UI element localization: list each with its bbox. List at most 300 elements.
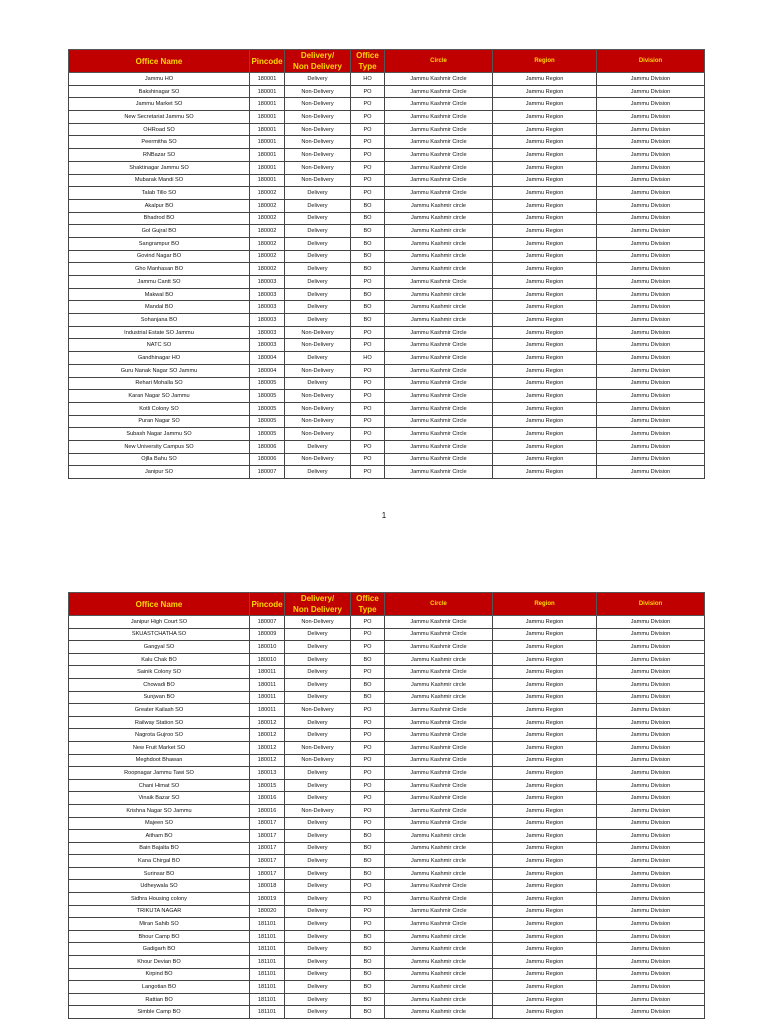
office-type-cell: PO <box>351 666 385 679</box>
delivery-status-cell: Delivery <box>285 943 351 956</box>
office-name-cell: Nagrota Gujroo SO <box>69 729 250 742</box>
delivery-status-cell: Non-Delivery <box>285 428 351 441</box>
pincode-cell: 180003 <box>250 301 285 314</box>
region-cell: Jammu Region <box>493 225 597 238</box>
circle-cell: Jammu Kashmir circle <box>385 842 493 855</box>
region-cell: Jammu Region <box>493 616 597 629</box>
pincode-cell: 180007 <box>250 466 285 479</box>
delivery-status-cell: Delivery <box>285 905 351 918</box>
table-row <box>69 779 705 792</box>
delivery-status-cell: Delivery <box>285 716 351 729</box>
office-type-cell: PO <box>351 149 385 162</box>
table-row <box>69 1006 705 1019</box>
office-name-cell: Guru Nanak Nagar SO Jammu <box>69 364 250 377</box>
office-name-cell: Gho Manhasan BO <box>69 263 250 276</box>
office-type-cell: PO <box>351 641 385 654</box>
office-type-cell: BO <box>351 301 385 314</box>
circle-cell: Jammu Kashmir circle <box>385 956 493 969</box>
region-cell: Jammu Region <box>493 73 597 86</box>
pincode-cell: 181101 <box>250 930 285 943</box>
circle-cell: Jammu Kashmir Circle <box>385 804 493 817</box>
office-name-cell: Akalpur BO <box>69 199 250 212</box>
delivery-status-cell: Non-Delivery <box>285 161 351 174</box>
region-cell: Jammu Region <box>493 364 597 377</box>
region-cell: Jammu Region <box>493 704 597 717</box>
pincode-cell: 180012 <box>250 754 285 767</box>
delivery-status-cell: Delivery <box>285 641 351 654</box>
office-type-cell: BO <box>351 263 385 276</box>
delivery-status-cell: Delivery <box>285 880 351 893</box>
region-header: Region <box>493 593 597 616</box>
office-name-cell: Meghdoot Bhawan <box>69 754 250 767</box>
region-cell: Jammu Region <box>493 237 597 250</box>
office-type-cell: PO <box>351 98 385 111</box>
pincode-cell: 180017 <box>250 817 285 830</box>
office-name-cell: Karan Nagar SO Jammu <box>69 390 250 403</box>
division-cell: Jammu Division <box>597 301 705 314</box>
pincode-cell: 180001 <box>250 73 285 86</box>
office-name-cell: Jammu HO <box>69 73 250 86</box>
office-type-cell: BO <box>351 830 385 843</box>
pincode-cell: 180017 <box>250 842 285 855</box>
office-type-cell: PO <box>351 276 385 289</box>
table-row <box>69 123 705 136</box>
office-name-cell: Janipur High Court SO <box>69 616 250 629</box>
region-cell: Jammu Region <box>493 402 597 415</box>
delivery-status-cell: Delivery <box>285 301 351 314</box>
delivery-status-cell: Delivery <box>285 73 351 86</box>
delivery-status-cell: Non-Delivery <box>285 136 351 149</box>
office-type-cell: BO <box>351 842 385 855</box>
office-name-cell: Bhour Camp BO <box>69 930 250 943</box>
region-cell: Jammu Region <box>493 161 597 174</box>
delivery-header <box>285 593 351 616</box>
table-row <box>69 73 705 86</box>
office-type-cell: BO <box>351 653 385 666</box>
delivery-status-cell: Delivery <box>285 666 351 679</box>
office-type-cell: PO <box>351 817 385 830</box>
circle-cell: Jammu Kashmir Circle <box>385 666 493 679</box>
delivery-header-line-2: Non Delivery <box>293 62 342 71</box>
table-row <box>69 817 705 830</box>
division-cell: Jammu Division <box>597 968 705 981</box>
region-cell: Jammu Region <box>493 804 597 817</box>
circle-cell: Jammu Kashmir Circle <box>385 428 493 441</box>
division-cell: Jammu Division <box>597 956 705 969</box>
region-cell: Jammu Region <box>493 918 597 931</box>
table-body <box>69 73 705 479</box>
table-row <box>69 440 705 453</box>
pincode-cell: 180012 <box>250 716 285 729</box>
pincode-cell: 180001 <box>250 123 285 136</box>
table-row <box>69 390 705 403</box>
region-cell: Jammu Region <box>493 993 597 1006</box>
circle-cell: Jammu Kashmir Circle <box>385 729 493 742</box>
delivery-status-cell: Delivery <box>285 225 351 238</box>
office-name-cell: Aitham BO <box>69 830 250 843</box>
office-name-cell: Jammu Cantt SO <box>69 276 250 289</box>
office-name-cell: Udheywala SO <box>69 880 250 893</box>
table-row <box>69 993 705 1006</box>
office-name-cell: Surinsar BO <box>69 867 250 880</box>
delivery-status-cell: Non-Delivery <box>285 453 351 466</box>
pincode-cell: 180010 <box>250 641 285 654</box>
division-cell: Jammu Division <box>597 653 705 666</box>
pincode-cell: 180011 <box>250 691 285 704</box>
table-row <box>69 754 705 767</box>
pincode-cell: 180001 <box>250 161 285 174</box>
division-cell: Jammu Division <box>597 288 705 301</box>
pincode-cell: 181101 <box>250 981 285 994</box>
post-office-table-page-1 <box>68 49 705 479</box>
circle-cell: Jammu Kashmir circle <box>385 288 493 301</box>
office-type-cell: PO <box>351 754 385 767</box>
delivery-status-cell: Non-Delivery <box>285 339 351 352</box>
office-type-header-line-1: Office <box>356 51 379 60</box>
page-number: 1 <box>381 511 387 520</box>
region-cell: Jammu Region <box>493 830 597 843</box>
circle-cell: Jammu Kashmir Circle <box>385 123 493 136</box>
office-type-header <box>351 593 385 616</box>
table-row <box>69 867 705 880</box>
division-cell: Jammu Division <box>597 981 705 994</box>
office-name-cell: NATC SO <box>69 339 250 352</box>
office-name-cell: Ojlla Bahu SO <box>69 453 250 466</box>
office-type-cell: PO <box>351 792 385 805</box>
delivery-status-cell: Delivery <box>285 199 351 212</box>
office-type-cell: PO <box>351 918 385 931</box>
pincode-cell: 180002 <box>250 199 285 212</box>
table-row <box>69 225 705 238</box>
region-cell: Jammu Region <box>493 867 597 880</box>
office-name-cell: Mubarak Mandi SO <box>69 174 250 187</box>
division-cell: Jammu Division <box>597 905 705 918</box>
table-row <box>69 377 705 390</box>
pincode-cell: 180001 <box>250 98 285 111</box>
circle-cell: Jammu Kashmir Circle <box>385 716 493 729</box>
pincode-cell: 180002 <box>250 225 285 238</box>
office-type-cell: BO <box>351 678 385 691</box>
table-row <box>69 880 705 893</box>
office-name-cell: Simble Camp BO <box>69 1006 250 1019</box>
circle-cell: Jammu Kashmir circle <box>385 968 493 981</box>
circle-cell: Jammu Kashmir Circle <box>385 364 493 377</box>
delivery-status-cell: Delivery <box>285 653 351 666</box>
delivery-status-cell: Delivery <box>285 956 351 969</box>
table-row <box>69 918 705 931</box>
pincode-cell: 181101 <box>250 993 285 1006</box>
delivery-status-cell: Delivery <box>285 288 351 301</box>
pincode-cell: 180002 <box>250 187 285 200</box>
circle-cell: Jammu Kashmir Circle <box>385 905 493 918</box>
circle-cell: Jammu Kashmir circle <box>385 212 493 225</box>
table-row <box>69 288 705 301</box>
circle-cell: Jammu Kashmir circle <box>385 678 493 691</box>
pincode-cell: 180003 <box>250 276 285 289</box>
office-name-cell: Majeen SO <box>69 817 250 830</box>
office-name-cell: Gadigarh BO <box>69 943 250 956</box>
division-cell: Jammu Division <box>597 402 705 415</box>
circle-cell: Jammu Kashmir Circle <box>385 466 493 479</box>
region-cell: Jammu Region <box>493 691 597 704</box>
circle-cell: Jammu Kashmir Circle <box>385 453 493 466</box>
office-type-cell: PO <box>351 339 385 352</box>
circle-cell: Jammu Kashmir circle <box>385 691 493 704</box>
table-row <box>69 212 705 225</box>
table-row <box>69 314 705 327</box>
circle-cell: Jammu Kashmir Circle <box>385 817 493 830</box>
pincode-cell: 180011 <box>250 678 285 691</box>
office-name-cell: Kirpind BO <box>69 968 250 981</box>
delivery-status-cell: Delivery <box>285 678 351 691</box>
pincode-cell: 180005 <box>250 390 285 403</box>
table-row <box>69 339 705 352</box>
circle-cell: Jammu Kashmir circle <box>385 263 493 276</box>
delivery-status-cell: Non-Delivery <box>285 616 351 629</box>
delivery-status-cell: Delivery <box>285 466 351 479</box>
delivery-status-cell: Non-Delivery <box>285 111 351 124</box>
table-row <box>69 199 705 212</box>
table-row <box>69 956 705 969</box>
office-type-cell: BO <box>351 237 385 250</box>
division-cell: Jammu Division <box>597 691 705 704</box>
division-cell: Jammu Division <box>597 326 705 339</box>
pincode-cell: 181101 <box>250 956 285 969</box>
table-row <box>69 968 705 981</box>
table-row <box>69 428 705 441</box>
office-name-cell: Subash Nagar Jammu SO <box>69 428 250 441</box>
division-cell: Jammu Division <box>597 123 705 136</box>
pincode-cell: 180010 <box>250 653 285 666</box>
division-cell: Jammu Division <box>597 364 705 377</box>
circle-cell: Jammu Kashmir circle <box>385 830 493 843</box>
table-row <box>69 161 705 174</box>
circle-cell: Jammu Kashmir Circle <box>385 704 493 717</box>
division-cell: Jammu Division <box>597 111 705 124</box>
circle-cell: Jammu Kashmir Circle <box>385 352 493 365</box>
delivery-status-cell: Delivery <box>285 352 351 365</box>
office-type-header <box>351 50 385 73</box>
circle-cell: Jammu Kashmir circle <box>385 653 493 666</box>
table-row <box>69 905 705 918</box>
division-cell: Jammu Division <box>597 930 705 943</box>
pincode-cell: 180012 <box>250 741 285 754</box>
delivery-status-cell: Delivery <box>285 212 351 225</box>
delivery-status-cell: Delivery <box>285 440 351 453</box>
delivery-status-cell: Non-Delivery <box>285 704 351 717</box>
circle-cell: Jammu Kashmir Circle <box>385 149 493 162</box>
table-row <box>69 174 705 187</box>
office-type-cell: PO <box>351 453 385 466</box>
circle-cell: Jammu Kashmir circle <box>385 314 493 327</box>
division-cell: Jammu Division <box>597 237 705 250</box>
region-cell: Jammu Region <box>493 1006 597 1019</box>
delivery-status-cell: Non-Delivery <box>285 123 351 136</box>
circle-cell: Jammu Kashmir Circle <box>385 377 493 390</box>
office-type-cell: BO <box>351 1006 385 1019</box>
circle-cell: Jammu Kashmir circle <box>385 250 493 263</box>
table-row <box>69 930 705 943</box>
table-row <box>69 616 705 629</box>
circle-cell: Jammu Kashmir circle <box>385 943 493 956</box>
pincode-cell: 180018 <box>250 880 285 893</box>
division-cell: Jammu Division <box>597 136 705 149</box>
region-cell: Jammu Region <box>493 981 597 994</box>
region-cell: Jammu Region <box>493 943 597 956</box>
delivery-status-cell: Delivery <box>285 867 351 880</box>
table-row <box>69 830 705 843</box>
pincode-cell: 180007 <box>250 616 285 629</box>
pincode-cell: 180005 <box>250 415 285 428</box>
circle-cell: Jammu Kashmir Circle <box>385 326 493 339</box>
circle-cell: Jammu Kashmir circle <box>385 867 493 880</box>
division-cell: Jammu Division <box>597 352 705 365</box>
office-type-cell: PO <box>351 716 385 729</box>
circle-cell: Jammu Kashmir Circle <box>385 779 493 792</box>
division-cell: Jammu Division <box>597 842 705 855</box>
table-row <box>69 326 705 339</box>
office-name-cell: Bain Bajalta BO <box>69 842 250 855</box>
division-cell: Jammu Division <box>597 616 705 629</box>
office-type-cell: PO <box>351 779 385 792</box>
table-row <box>69 301 705 314</box>
circle-cell: Jammu Kashmir Circle <box>385 767 493 780</box>
office-name-cell: New Secretariat Jammu SO <box>69 111 250 124</box>
delivery-status-cell: Delivery <box>285 1006 351 1019</box>
table-row <box>69 653 705 666</box>
division-cell: Jammu Division <box>597 993 705 1006</box>
office-name-cell: Puran Nagar SO <box>69 415 250 428</box>
office-name-cell: Kotli Colony SO <box>69 402 250 415</box>
office-type-cell: PO <box>351 880 385 893</box>
office-type-cell: BO <box>351 199 385 212</box>
division-cell: Jammu Division <box>597 792 705 805</box>
office-type-cell: PO <box>351 729 385 742</box>
delivery-status-cell: Delivery <box>285 276 351 289</box>
region-cell: Jammu Region <box>493 754 597 767</box>
division-cell: Jammu Division <box>597 263 705 276</box>
delivery-status-cell: Non-Delivery <box>285 98 351 111</box>
region-cell: Jammu Region <box>493 466 597 479</box>
pincode-cell: 180016 <box>250 804 285 817</box>
division-cell: Jammu Division <box>597 943 705 956</box>
circle-cell: Jammu Kashmir Circle <box>385 161 493 174</box>
division-cell: Jammu Division <box>597 453 705 466</box>
delivery-status-cell: Delivery <box>285 250 351 263</box>
division-cell: Jammu Division <box>597 767 705 780</box>
table-row <box>69 729 705 742</box>
pincode-header: Pincode <box>250 50 285 73</box>
division-cell: Jammu Division <box>597 85 705 98</box>
office-name-cell: Miran Sahib SO <box>69 918 250 931</box>
region-cell: Jammu Region <box>493 792 597 805</box>
region-cell: Jammu Region <box>493 136 597 149</box>
office-type-cell: BO <box>351 212 385 225</box>
division-cell: Jammu Division <box>597 466 705 479</box>
office-type-cell: BO <box>351 314 385 327</box>
circle-cell: Jammu Kashmir circle <box>385 199 493 212</box>
circle-cell: Jammu Kashmir circle <box>385 981 493 994</box>
division-cell: Jammu Division <box>597 855 705 868</box>
delivery-status-cell: Non-Delivery <box>285 364 351 377</box>
division-cell: Jammu Division <box>597 830 705 843</box>
table-row <box>69 364 705 377</box>
circle-cell: Jammu Kashmir Circle <box>385 893 493 906</box>
delivery-status-cell: Delivery <box>285 691 351 704</box>
office-type-cell: PO <box>351 440 385 453</box>
region-cell: Jammu Region <box>493 628 597 641</box>
region-cell: Jammu Region <box>493 729 597 742</box>
delivery-status-cell: Delivery <box>285 779 351 792</box>
delivery-header <box>285 50 351 73</box>
office-type-cell: PO <box>351 741 385 754</box>
office-type-cell: BO <box>351 855 385 868</box>
region-cell: Jammu Region <box>493 678 597 691</box>
office-type-cell: PO <box>351 415 385 428</box>
pincode-cell: 180001 <box>250 149 285 162</box>
pincode-cell: 180006 <box>250 440 285 453</box>
table-row <box>69 981 705 994</box>
office-type-cell: PO <box>351 704 385 717</box>
division-cell: Jammu Division <box>597 276 705 289</box>
office-name-cell: Roopnagar Jammu Tawi SO <box>69 767 250 780</box>
table-row <box>69 466 705 479</box>
office-name-cell: Vinaik Bazar SO <box>69 792 250 805</box>
region-cell: Jammu Region <box>493 390 597 403</box>
pincode-cell: 180005 <box>250 377 285 390</box>
office-name-cell: Rattian BO <box>69 993 250 1006</box>
region-cell: Jammu Region <box>493 842 597 855</box>
pincode-cell: 180001 <box>250 136 285 149</box>
circle-cell: Jammu Kashmir circle <box>385 225 493 238</box>
office-type-cell: PO <box>351 804 385 817</box>
region-cell: Jammu Region <box>493 111 597 124</box>
office-name-cell: Gol Gujral BO <box>69 225 250 238</box>
office-name-cell: Krishna Nagar SO Jammu <box>69 804 250 817</box>
table-row <box>69 415 705 428</box>
office-type-cell: BO <box>351 981 385 994</box>
region-cell: Jammu Region <box>493 440 597 453</box>
circle-cell: Jammu Kashmir circle <box>385 301 493 314</box>
office-name-cell: Peermitha SO <box>69 136 250 149</box>
pincode-cell: 180011 <box>250 666 285 679</box>
division-cell: Jammu Division <box>597 199 705 212</box>
table-row <box>69 792 705 805</box>
office-type-header-line-2: Type <box>358 605 377 614</box>
delivery-status-cell: Delivery <box>285 628 351 641</box>
office-type-cell: PO <box>351 326 385 339</box>
circle-cell: Jammu Kashmir Circle <box>385 918 493 931</box>
office-type-cell: PO <box>351 187 385 200</box>
pincode-cell: 180001 <box>250 85 285 98</box>
region-cell: Jammu Region <box>493 893 597 906</box>
table-row <box>69 402 705 415</box>
office-name-cell: Rehari Mohalla SO <box>69 377 250 390</box>
table-row <box>69 678 705 691</box>
circle-cell: Jammu Kashmir Circle <box>385 187 493 200</box>
delivery-status-cell: Delivery <box>285 855 351 868</box>
office-name-cell: Chowadi BO <box>69 678 250 691</box>
region-header: Region <box>493 50 597 73</box>
region-cell: Jammu Region <box>493 817 597 830</box>
office-type-cell: HO <box>351 73 385 86</box>
region-cell: Jammu Region <box>493 326 597 339</box>
delivery-status-cell: Delivery <box>285 377 351 390</box>
office-type-cell: PO <box>351 402 385 415</box>
division-cell: Jammu Division <box>597 149 705 162</box>
pincode-cell: 180017 <box>250 867 285 880</box>
table-row <box>69 187 705 200</box>
